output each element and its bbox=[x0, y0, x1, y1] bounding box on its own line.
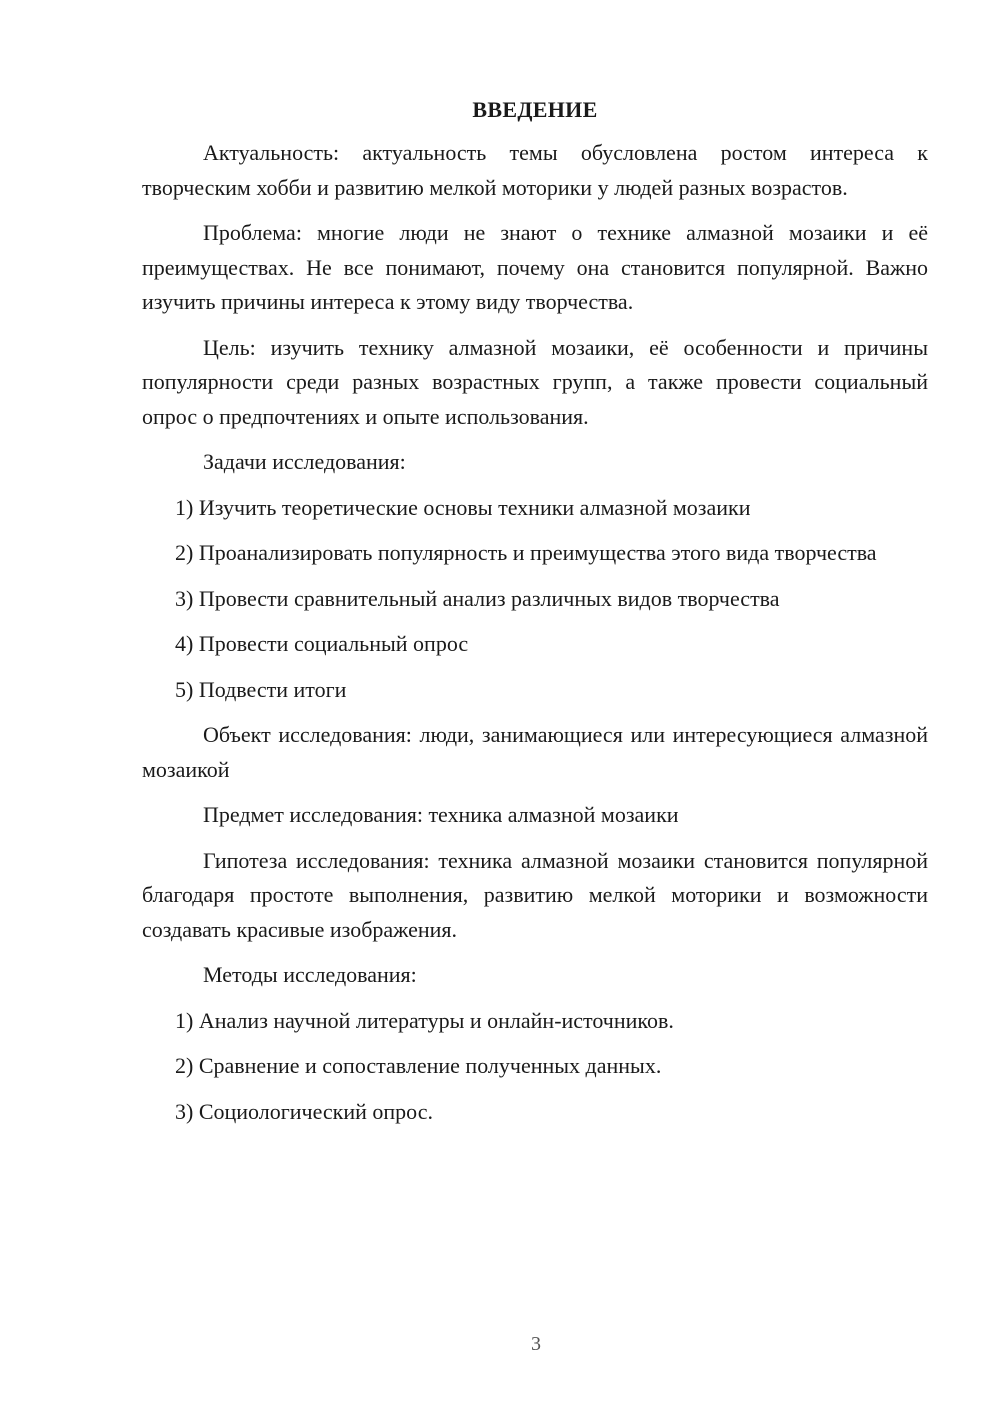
task-item: 2) Проанализировать популярность и преимущества этого вида творчества bbox=[175, 540, 877, 565]
subject-paragraph: Предмет исследования: техника алмазной мозаики bbox=[203, 802, 679, 827]
problem-paragraph: Проблема: многие люди не знают о технике алмазной мозаики и её преимуществах. Не все понимают, почему она становится популярной. Важно изучить причины интереса к этому виду творчества. bbox=[142, 220, 928, 314]
task-item: 1) Изучить теоретические основы техники алмазной мозаики bbox=[175, 494, 751, 520]
task-item: 3) Провести сравнительный анализ различных видов творчества bbox=[175, 585, 780, 611]
tasks-heading: Задачи исследования: bbox=[203, 449, 406, 474]
relevance-paragraph: Актуальность: актуальность темы обусловлена ростом интереса к творческим хобби и развитию мелкой моторики у людей разных возрастов. bbox=[142, 140, 928, 200]
page-number: 3 bbox=[531, 1333, 541, 1355]
page-title: ВВЕДЕНИЕ bbox=[472, 97, 598, 122]
method-item: 1) Анализ научной литературы и онлайн-источников. bbox=[175, 1007, 674, 1033]
task-item: 4) Провести социальный опрос bbox=[175, 631, 469, 656]
method-item: 2) Сравнение и сопоставление полученных данных. bbox=[175, 1053, 662, 1078]
goal-paragraph: Цель: изучить технику алмазной мозаики, её особенности и причины популярности среди разных возрастных групп, а также провести социальный опрос о предпочтениях и опыте использования. bbox=[142, 334, 928, 429]
hypothesis-paragraph: Гипотеза исследования: техника алмазной мозаики становится популярной благодаря простоте выполнения, развитию мелкой моторики и возможности создавать красивые изображения. bbox=[142, 847, 928, 942]
document-page bbox=[142, 94, 928, 1140]
task-item: 5) Подвести итоги bbox=[175, 676, 347, 702]
methods-heading: Методы исследования: bbox=[203, 962, 417, 987]
object-paragraph: Объект исследования: люди, занимающиеся или интересующиеся алмазной мозаикой bbox=[142, 722, 928, 782]
method-item: 3) Социологический опрос. bbox=[175, 1098, 433, 1124]
